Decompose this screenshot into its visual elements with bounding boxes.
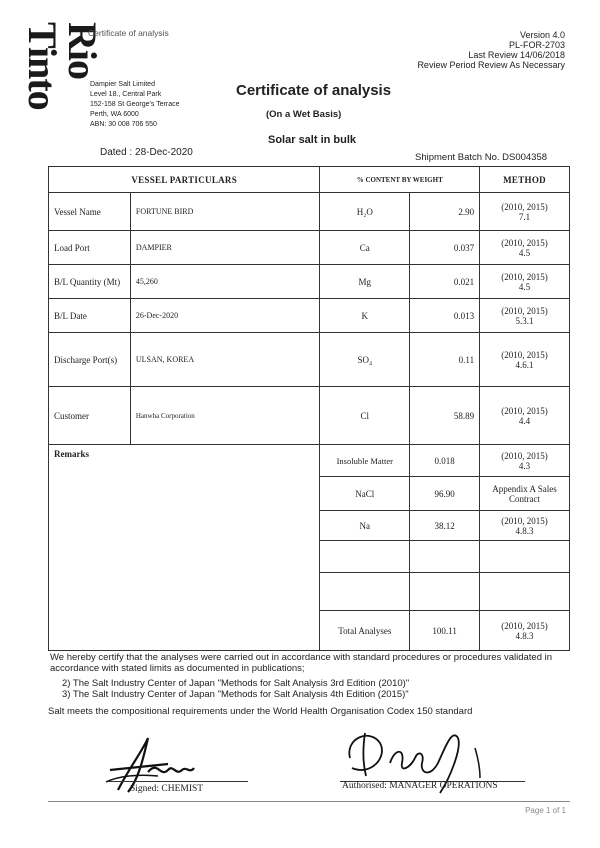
method-cell bbox=[480, 611, 570, 651]
company-address bbox=[90, 80, 180, 130]
codex-compliance: Salt meets the compositional requirements under the World Health Organisation Codex 150 standard bbox=[48, 706, 473, 717]
method-ref: (2010, 2015) bbox=[501, 305, 548, 316]
method-section: 4.4 bbox=[518, 415, 531, 426]
method-ref: (2010, 2015) bbox=[501, 349, 548, 360]
method-ref: (2010, 2015) bbox=[501, 450, 548, 461]
vessel-value: ULSAN, KOREA bbox=[130, 333, 320, 387]
certification-statement: We hereby certify that the analyses were carried out in accordance with standard procedures or procedures validated in accordance with stated limits as documented in publications; bbox=[50, 652, 553, 674]
reference-item: 3) The Salt Industry Center of Japan "Methods for Salt Analysis 4th Edition (2015)" bbox=[62, 689, 409, 700]
remarks-label: Remarks bbox=[49, 445, 320, 651]
analyte-value: 0.013 bbox=[410, 299, 480, 333]
vessel-value: Hanwha Corporation bbox=[130, 387, 320, 445]
vessel-label: B/L Date bbox=[49, 299, 131, 333]
rio-tinto-logo bbox=[20, 22, 105, 162]
table-row bbox=[49, 193, 570, 231]
method-cell bbox=[480, 445, 570, 477]
method-ref: (2010, 2015) bbox=[501, 620, 548, 631]
page-title: Certificate of analysis bbox=[236, 82, 392, 99]
vessel-label: B/L Quantity (Mt) bbox=[49, 265, 131, 299]
references bbox=[62, 678, 409, 700]
vessel-label: Vessel Name bbox=[49, 193, 131, 231]
vessel-label: Customer bbox=[49, 387, 131, 445]
reference-item: 2) The Salt Industry Center of Japan "Methods for Salt Analysis 3rd Edition (2010)" bbox=[62, 678, 410, 689]
analyte-value: 100.11 bbox=[410, 611, 480, 651]
analyte-name: K bbox=[320, 299, 410, 333]
analyte-value: 38.12 bbox=[410, 511, 480, 541]
method-ref: (2010, 2015) bbox=[501, 515, 548, 526]
address-line-2: 152-158 St George's Terrace bbox=[90, 101, 180, 108]
analyte-name: Na bbox=[320, 511, 410, 541]
analyte-value: 2.90 bbox=[410, 193, 480, 231]
logo-text: Rio Tinto bbox=[20, 22, 105, 110]
page-number: Page 1 of 1 bbox=[525, 806, 566, 815]
vessel-label: Load Port bbox=[49, 231, 131, 265]
method-cell bbox=[480, 477, 570, 511]
document-info bbox=[417, 30, 565, 70]
table-row bbox=[49, 231, 570, 265]
last-review: Last Review 14/06/2018 bbox=[468, 50, 565, 60]
method-cell bbox=[480, 193, 570, 231]
form-code: PL-FOR-2703 bbox=[508, 40, 565, 50]
signed-chemist: Signed: CHEMIST bbox=[130, 784, 204, 794]
analyte-name: H₂O bbox=[320, 193, 410, 231]
vessel-header: VESSEL PARTICULARS bbox=[49, 167, 320, 193]
method-section: 4.3 bbox=[518, 460, 531, 471]
method-cell bbox=[480, 333, 570, 387]
vessel-value: FORTUNE BIRD bbox=[130, 193, 320, 231]
analyte-name: NaCl bbox=[320, 477, 410, 511]
vessel-value: 45,260 bbox=[130, 265, 320, 299]
table-row bbox=[49, 333, 570, 387]
table-row bbox=[49, 265, 570, 299]
analyte-value: 0.018 bbox=[410, 445, 480, 477]
method-section: 7.1 bbox=[518, 211, 531, 222]
table-row bbox=[49, 445, 570, 477]
table-row bbox=[49, 299, 570, 333]
method-cell bbox=[480, 511, 570, 541]
signature-line bbox=[108, 781, 248, 782]
method-ref: (2010, 2015) bbox=[501, 237, 548, 248]
dated: Dated : 28-Dec-2020 bbox=[100, 147, 193, 158]
address-line-1: Level 18., Central Park bbox=[90, 91, 162, 98]
analyte-value: 58.89 bbox=[410, 387, 480, 445]
method-section: 4.8.3 bbox=[515, 630, 534, 641]
method-section: Contract bbox=[509, 493, 541, 504]
abn: ABN: 30 008 706 550 bbox=[90, 121, 157, 128]
version: Version 4.0 bbox=[519, 30, 565, 40]
address-line-3: Perth, WA 6000 bbox=[90, 111, 139, 118]
method-section: 4.6.1 bbox=[515, 359, 534, 370]
analyte-name: Total Analyses bbox=[320, 611, 410, 651]
vessel-label: Discharge Port(s) bbox=[49, 333, 131, 387]
analyte-value: 96.90 bbox=[410, 477, 480, 511]
analyte-value: 0.021 bbox=[410, 265, 480, 299]
analyte-value: 0.037 bbox=[410, 231, 480, 265]
method-ref: (2010, 2015) bbox=[501, 201, 548, 212]
corner-tag: Certificate of analysis bbox=[88, 28, 169, 38]
table-row bbox=[49, 387, 570, 445]
analyte-name: Cl bbox=[320, 387, 410, 445]
method-header: METHOD bbox=[480, 167, 570, 193]
method-ref: (2010, 2015) bbox=[501, 271, 548, 282]
method-section: 4.5 bbox=[518, 281, 531, 292]
analyte-name: Mg bbox=[320, 265, 410, 299]
method-section: 4.5 bbox=[518, 247, 531, 258]
vessel-value: 26-Dec-2020 bbox=[130, 299, 320, 333]
method-cell bbox=[480, 299, 570, 333]
analyte-name: SO₄ bbox=[320, 333, 410, 387]
company-name: Dampier Salt Limited bbox=[90, 81, 155, 88]
analyte-value: 0.11 bbox=[410, 333, 480, 387]
footer-divider bbox=[48, 801, 570, 802]
method-ref: (2010, 2015) bbox=[501, 405, 548, 416]
content-header: % CONTENT BY WEIGHT bbox=[320, 167, 480, 193]
shipment-batch: Shipment Batch No. DS004358 bbox=[415, 152, 548, 163]
method-cell bbox=[480, 265, 570, 299]
method-cell bbox=[480, 387, 570, 445]
analysis-table bbox=[48, 166, 570, 651]
basis: (On a Wet Basis) bbox=[266, 109, 342, 120]
product: Solar salt in bulk bbox=[268, 134, 357, 146]
analyte-name: Ca bbox=[320, 231, 410, 265]
review-period: Review Period Review As Necessary bbox=[417, 60, 565, 70]
method-ref: Appendix A Sales bbox=[492, 483, 557, 494]
method-section: 4.8.3 bbox=[515, 525, 534, 536]
method-section: 5.3.1 bbox=[515, 315, 534, 326]
analyte-name: Insoluble Matter bbox=[320, 445, 410, 477]
method-cell bbox=[480, 231, 570, 265]
vessel-value: DAMPIER bbox=[130, 231, 320, 265]
signed-manager: Authorised: MANAGER OPERATIONS bbox=[342, 781, 498, 791]
